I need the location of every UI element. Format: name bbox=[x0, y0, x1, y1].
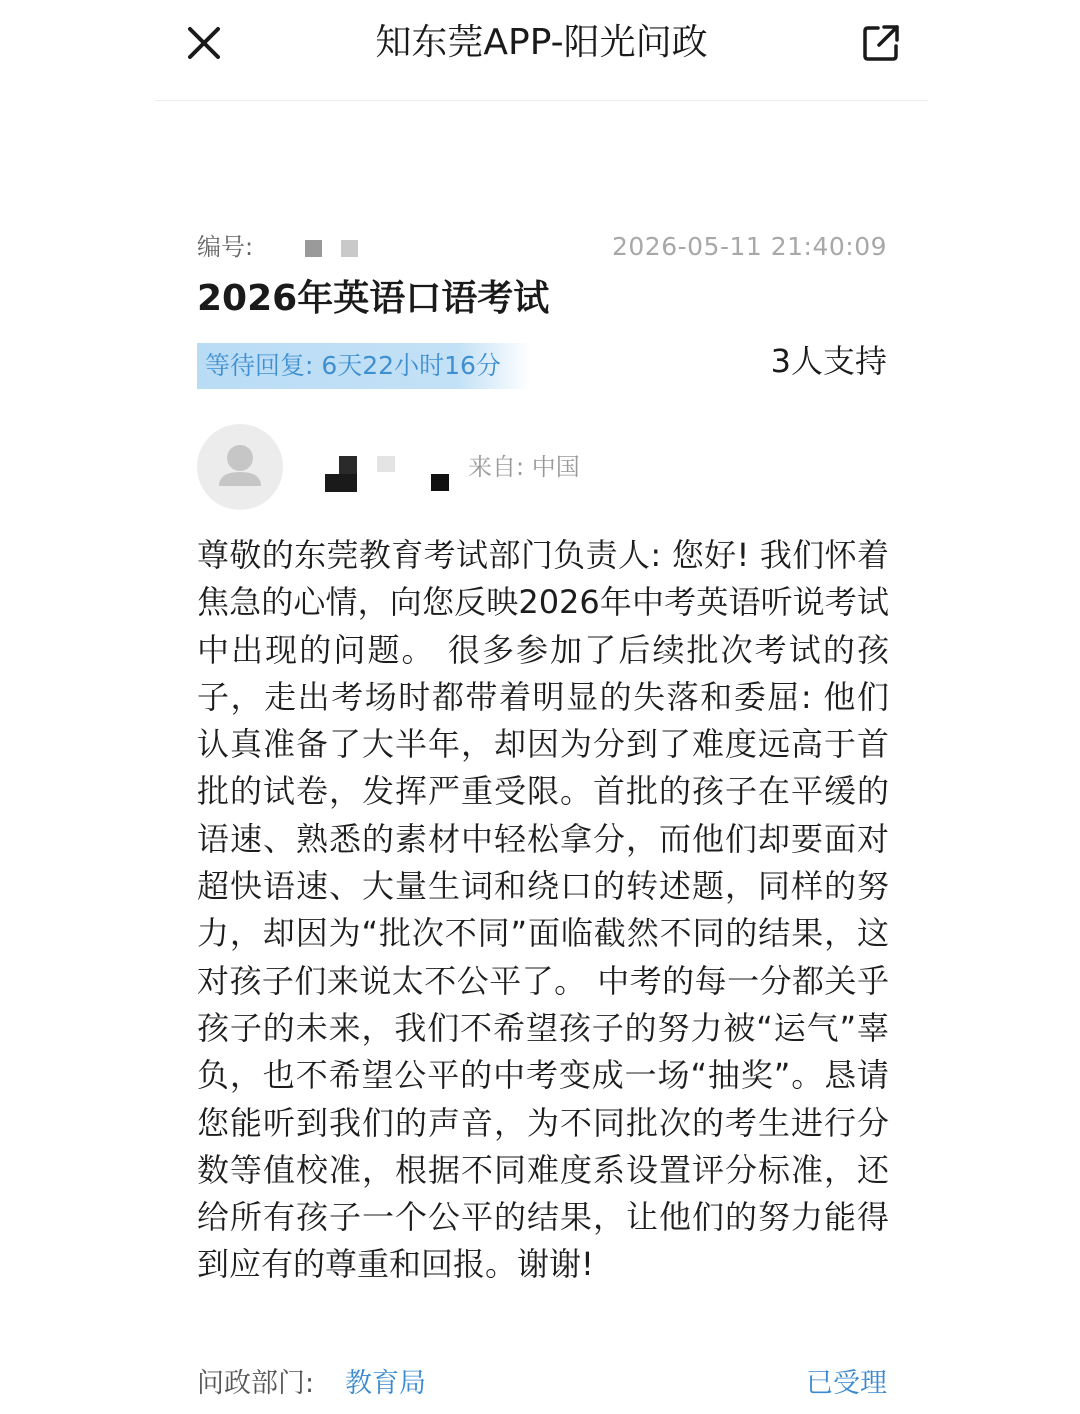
support-count[interactable]: 3人支持 bbox=[770, 342, 887, 380]
department-link[interactable]: 教育局 bbox=[345, 1368, 426, 1399]
post-body: 尊敬的东莞教育考试部门负责人: 您好! 我们怀着焦急的心情，向您反映2026年中考英语听说考试中出现的问题。 很多参加了后续批次考试的孩子，走出考场时都带着明显的失落和委屈: 他们认真准备了大半年，却因为分到了难度远高于首批的试卷，发挥严重受限。首批的孩子在平缓的语速、熟悉的素材中轻松拿分，而他们却要面对超快语速、大量生词和绕口的转述题，同样的努力，却因为“批次不同”面临截然不同的结果，这对孩子们来说太不公平了。 中考的每一分都关乎孩子的未来，我们不希望孩子的努力被“运气”辜负，也不希望公平的中考变成一场“抽奖”。恳请您能听到我们的声音，为不同批次的考生进行分数等值校准，根据不同难度系设置评分标准，还给所有孩子一个公平的结果，让他们的努力能得到应有的尊重和回报。谢谢! bbox=[197, 536, 889, 1284]
redaction-block bbox=[377, 456, 395, 472]
post-id-label: 编号: bbox=[197, 233, 254, 261]
close-icon bbox=[183, 22, 225, 64]
wait-status-badge: 等待回复: 6天22小时16分 bbox=[197, 343, 531, 389]
post-footer bbox=[197, 1362, 887, 1406]
post-id-redaction bbox=[305, 240, 322, 257]
avatar[interactable] bbox=[197, 424, 283, 510]
redaction-block bbox=[339, 456, 357, 474]
redaction-block bbox=[431, 474, 449, 491]
status-badge: 已受理 bbox=[806, 1368, 887, 1399]
post-title: 2026年英语口语考试 bbox=[197, 278, 550, 319]
post-timestamp: 2026-05-11 21:40:09 bbox=[611, 232, 887, 261]
author-location: 来自: 中国 bbox=[468, 453, 580, 481]
share-button[interactable] bbox=[860, 22, 902, 64]
share-external-icon bbox=[860, 22, 902, 64]
close-button[interactable] bbox=[183, 22, 225, 64]
post-meta-row bbox=[197, 230, 887, 266]
redaction-block bbox=[325, 474, 357, 492]
user-avatar-icon bbox=[197, 424, 283, 510]
top-nav-bar bbox=[155, 0, 928, 101]
page-title: 知东莞APP-阳光问政 bbox=[375, 22, 708, 63]
post-id-redaction bbox=[341, 240, 358, 257]
department-label: 问政部门: bbox=[197, 1368, 315, 1399]
